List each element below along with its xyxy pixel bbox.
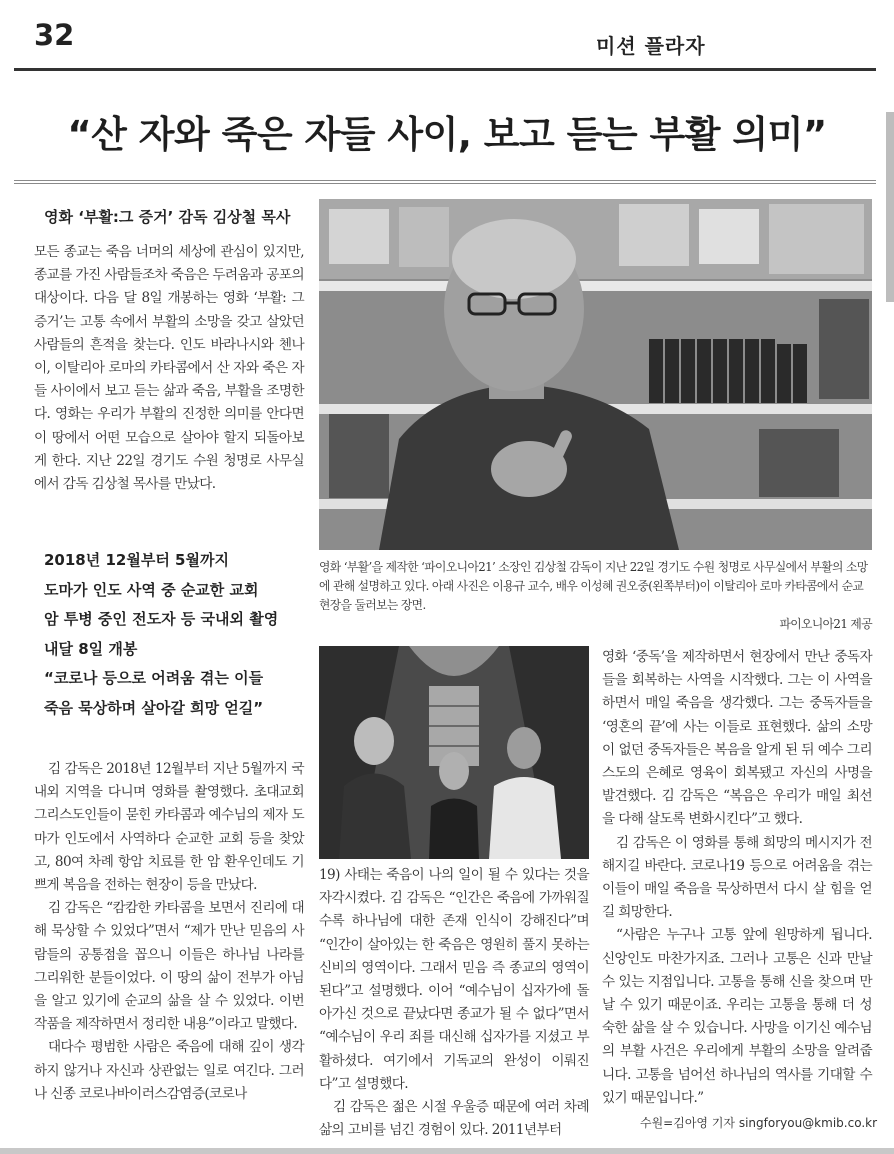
- section-title: 미션 플라자: [596, 34, 706, 58]
- paragraph: “사람은 누구나 고통 앞에 원망하게 됩니다. 신앙인도 마찬가지죠. 그러나 고통은 신과 만날 수 있는 지점입니다. 고통을 통해 신을 찾으며 만날 수 있기 때문이죠. 우리는 고통을 통해 더 성숙한 삶을 살 수 있습니다. 사망을 이기신 예수님의 부활 사건은 우리에게 부활의 소망을 알려줍니다. 고통을 넘어선 하나님의 역사를 기대할 수 있기 때문입니다.”: [602, 927, 872, 1106]
- body-column-left: [34, 758, 304, 1106]
- headline-rule: [14, 180, 876, 181]
- caption-text: 영화 ‘부활’을 제작한 ‘파이오니아21’ 소장인 김상철 감독이 지난 22일 경기도 수원 청명로 사무실에서 부활의 소망에 관해 설명하고 있다. 아래 사진은 이용규 교수, 배우 이성혜 권오중(왼쪽부터)이 이탈리아 로마 카타콤에서 순교 현장을 둘러보는 장면.: [319, 560, 868, 612]
- page-header: [0, 0, 894, 70]
- subhead-line: 암 투병 중인 전도자 등 국내외 촬영: [44, 610, 279, 628]
- paragraph: 영화 ‘중독’을 제작하면서 현장에서 만난 중독자들을 회복하는 사역을 시작했다. 그는 이 사역을 하면서 매일 죽음을 생각했다. 그는 중독자들을 ‘영혼의 끝’에 사는 이들로 표현했다. 삶의 소망이 없던 중독자들은 복음을 알게 된 뒤 예수 그리스도의 은혜로 영육이 회복됐고 자신의 사명을 발견했다. 김 감독은 “복음은 우리가 매일 최선을 다해 살도록 변화시킨다”고 했다.: [602, 649, 872, 828]
- lead-paragraph: [34, 241, 304, 496]
- paragraph: 대다수 평범한 사람은 죽음에 대해 깊이 생각하지 않거나 자신과 상관없는 일로 여긴다. 그러나 신종 코로나바이러스감염증(코로나: [34, 1039, 304, 1102]
- subhead-line: 2018년 12월부터 5월까지: [44, 551, 229, 569]
- subhead-line: “코로나 등으로 어려움 겪는 이들: [44, 669, 264, 687]
- subhead-line: 도마가 인도 사역 중 순교한 교회: [44, 580, 259, 599]
- body-column-middle: [319, 864, 589, 1142]
- header-rule: [14, 68, 876, 71]
- main-photo-image: [319, 199, 872, 550]
- lead-text: 모든 종교는 죽음 너머의 세상에 관심이 있지만, 종교를 가진 사람들조차 죽음은 두려움과 공포의 대상이다. 다음 달 8일 개봉하는 영화 ‘부활: 그 증거’는 고통 속에서 부활의 소망을 갖고 살았던 사람들의 흔적을 찾는다. 인도 바라나시와 첸나이, 이탈리아 로마의 카타콤에서 산 자와 죽은 자들 사이에서 보고 듣는 삶과 죽음, 부활을 조명한다. 영화는 우리가 부활의 진정한 의미를 안다면 이 땅에서 어떤 모습으로 살아야 할지 되돌아보게 한다. 지난 22일 경기도 수원 청명로 사무실에서 감독 김상철 목사를 만났다.: [34, 244, 304, 493]
- bottom-border: [0, 1148, 894, 1154]
- paragraph: 19) 사태는 죽음이 나의 일이 될 수 있다는 것을 자각시켰다. 김 감독은 “인간은 죽음에 가까워질수록 하나님에 대한 존재 인식이 강해진다”며 “인간이 살아있는 한 죽음은 영원히 풀지 못하는 신비의 영역이다. 그래서 믿음 즉 종교의 영역이 된다”고 설명했다. 이어 “예수님이 십자가에 돌아가신 것으로 끝났다면 종교가 될 수 없다”면서 “예수님이 우리 죄를 대신해 십자가를 지셨고 부활하셨다. 여기에서 기독교의 완성이 이뤄진다”고 설명했다.: [319, 867, 589, 1092]
- paragraph: 김 감독은 “캄캄한 카타콤을 보면서 진리에 대해 묵상할 수 있었다”면서 “제가 만난 믿음의 사람들의 공통점을 꼽으니 이들은 하나님 나라를 그리워한 분들이었다. 이 땅의 삶이 전부가 아님을 알고 있기에 순교의 삶을 살 수 있었다. 이번 작품을 제작하면서 정리한 내용”이라고 말했다.: [34, 900, 304, 1033]
- subhead-line: 죽음 묵상하며 살아갈 희망 얻길”: [44, 698, 264, 717]
- photo-credit: 파이오니아21 제공: [779, 617, 872, 631]
- headline: “산 자와 죽은 자들 사이, 보고 듣는 부활 의미”: [67, 113, 827, 156]
- article-subtitle: 영화 ‘부활:그 증거’ 감독 김상철 목사: [44, 208, 291, 226]
- subhead-line: 내달 8일 개봉: [44, 639, 138, 658]
- paragraph: 김 감독은 이 영화를 통해 희망의 메시지가 전해지길 바란다. 코로나19 등으로 어려움을 겪는 이들이 매일 죽음을 묵상하면서 다시 살 힘을 얻길 희망한다.: [602, 834, 872, 921]
- page-number: 32: [34, 18, 75, 52]
- body-column-right: [602, 646, 872, 1110]
- photo-caption: [319, 558, 872, 634]
- catacomb-photo-image: [319, 646, 589, 859]
- catacomb-photo: [319, 646, 589, 859]
- paragraph: 김 감독은 2018년 12월부터 지난 5월까지 국내외 지역을 다니며 영화를 촬영했다. 초대교회 그리스도인들이 묻힌 카타콤과 예수님의 제자 도마가 인도에서 사역하다 순교한 교회 등을 찾았고, 80여 차례 항암 치료를 한 암 환우인데도 기쁘게 복음을 전하는 현장이 등을 만났다.: [34, 761, 304, 894]
- subheads: [44, 546, 314, 723]
- main-photo: [319, 199, 872, 550]
- byline: 수원=김아영 기자 singforyou@kmib.co.kr: [640, 1116, 878, 1130]
- paragraph: 김 감독은 젊은 시절 우울증 때문에 여러 차례 삶의 고비를 넘긴 경험이 있다. 2011년부터: [319, 1099, 589, 1139]
- headline-rule-2: [14, 183, 876, 184]
